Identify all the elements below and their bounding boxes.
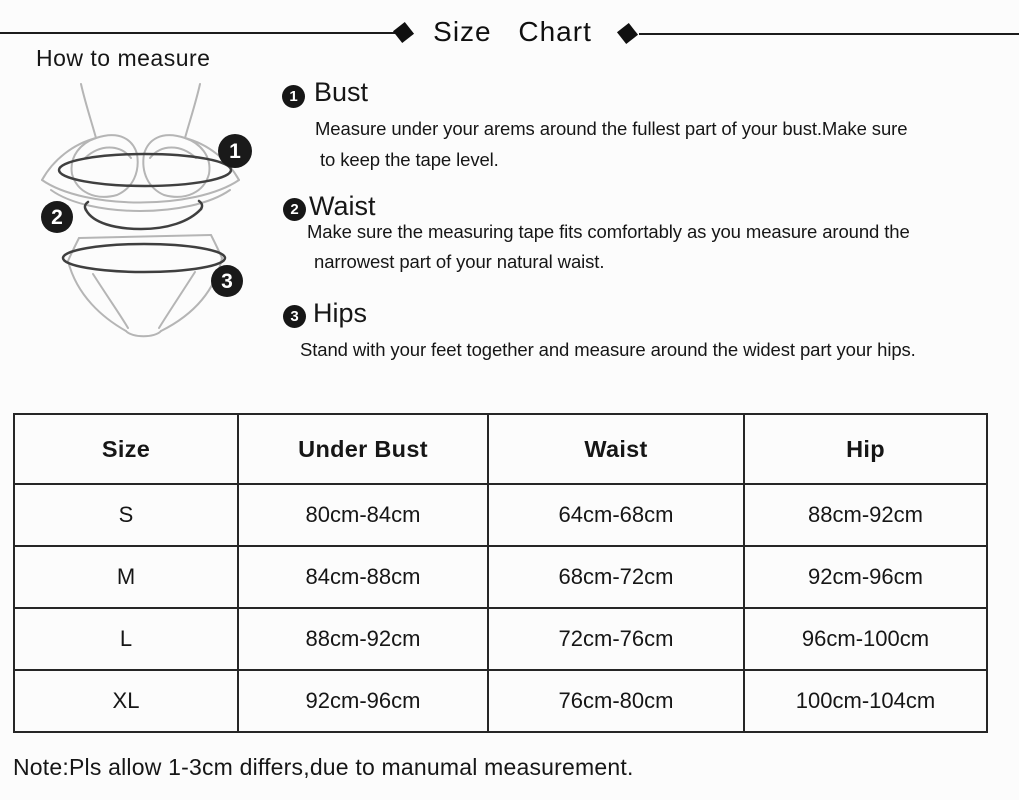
table-row-m xyxy=(14,546,987,608)
table-cell: 84cm-88cm xyxy=(238,546,488,608)
col-header-hip: Hip xyxy=(744,414,987,484)
hip-tape-line xyxy=(63,244,225,272)
title-rule-right xyxy=(639,33,1019,35)
table-cell: 76cm-80cm xyxy=(488,670,744,732)
svg-text:3: 3 xyxy=(221,270,233,293)
bullet-3-icon: 3 xyxy=(283,305,306,328)
col-header-waist: Waist xyxy=(488,414,744,484)
bullet-1-icon: 1 xyxy=(282,85,305,108)
size-table xyxy=(13,413,988,733)
table-cell: M xyxy=(14,546,238,608)
bikini-top-sketch xyxy=(42,84,239,211)
instruction-title-hips: Hips xyxy=(313,298,368,328)
col-header-under-bust: Under Bust xyxy=(238,414,488,484)
col-header-size: Size xyxy=(14,414,238,484)
instruction-text: narrowest part of your natural waist. xyxy=(314,251,605,272)
instruction-title-bust: Bust xyxy=(314,77,369,107)
measurement-diagram xyxy=(15,68,265,363)
table-cell: XL xyxy=(14,670,238,732)
instruction-text: Make sure the measuring tape fits comfortably as you measure around the xyxy=(307,221,910,242)
measurement-note: Note:Pls allow 1-3cm differs,due to manumal measurement. xyxy=(13,754,634,780)
table-cell: 92cm-96cm xyxy=(238,670,488,732)
bikini-bottom-sketch xyxy=(68,235,222,336)
instruction-title-waist: Waist xyxy=(309,191,376,221)
table-cell: 64cm-68cm xyxy=(488,484,744,546)
instruction-bust xyxy=(281,79,1011,189)
table-cell: 68cm-72cm xyxy=(488,546,744,608)
table-header-row xyxy=(14,414,987,484)
table-cell: 92cm-96cm xyxy=(744,546,987,608)
instruction-text: to keep the tape level. xyxy=(320,149,499,170)
table-cell: 72cm-76cm xyxy=(488,608,744,670)
table-cell: 96cm-100cm xyxy=(744,608,987,670)
table-cell: S xyxy=(14,484,238,546)
page-title: Size Chart xyxy=(433,16,592,47)
instruction-waist xyxy=(283,193,1013,293)
svg-text:1: 1 xyxy=(229,140,241,163)
waist-tape-line xyxy=(85,201,202,229)
table-cell: 88cm-92cm xyxy=(744,484,987,546)
how-to-measure-heading: How to measure xyxy=(36,45,211,71)
table-cell: 88cm-92cm xyxy=(238,608,488,670)
instruction-text: Stand with your feet together and measure around the widest part your hips. xyxy=(300,339,916,360)
title-rule-left xyxy=(0,32,396,34)
diagram-marker-3 xyxy=(211,265,243,297)
diagram-marker-1 xyxy=(218,134,252,168)
instruction-hips xyxy=(283,298,1013,378)
table-cell: 100cm-104cm xyxy=(744,670,987,732)
instruction-text: Measure under your arems around the fullest part of your bust.Make sure xyxy=(315,118,908,139)
table-row-l xyxy=(14,608,987,670)
table-cell: L xyxy=(14,608,238,670)
table-row-xl xyxy=(14,670,987,732)
svg-text:2: 2 xyxy=(51,206,63,229)
diagram-marker-2 xyxy=(41,201,73,233)
bullet-2-icon: 2 xyxy=(283,198,306,221)
table-row-s xyxy=(14,484,987,546)
table-cell: 80cm-84cm xyxy=(238,484,488,546)
